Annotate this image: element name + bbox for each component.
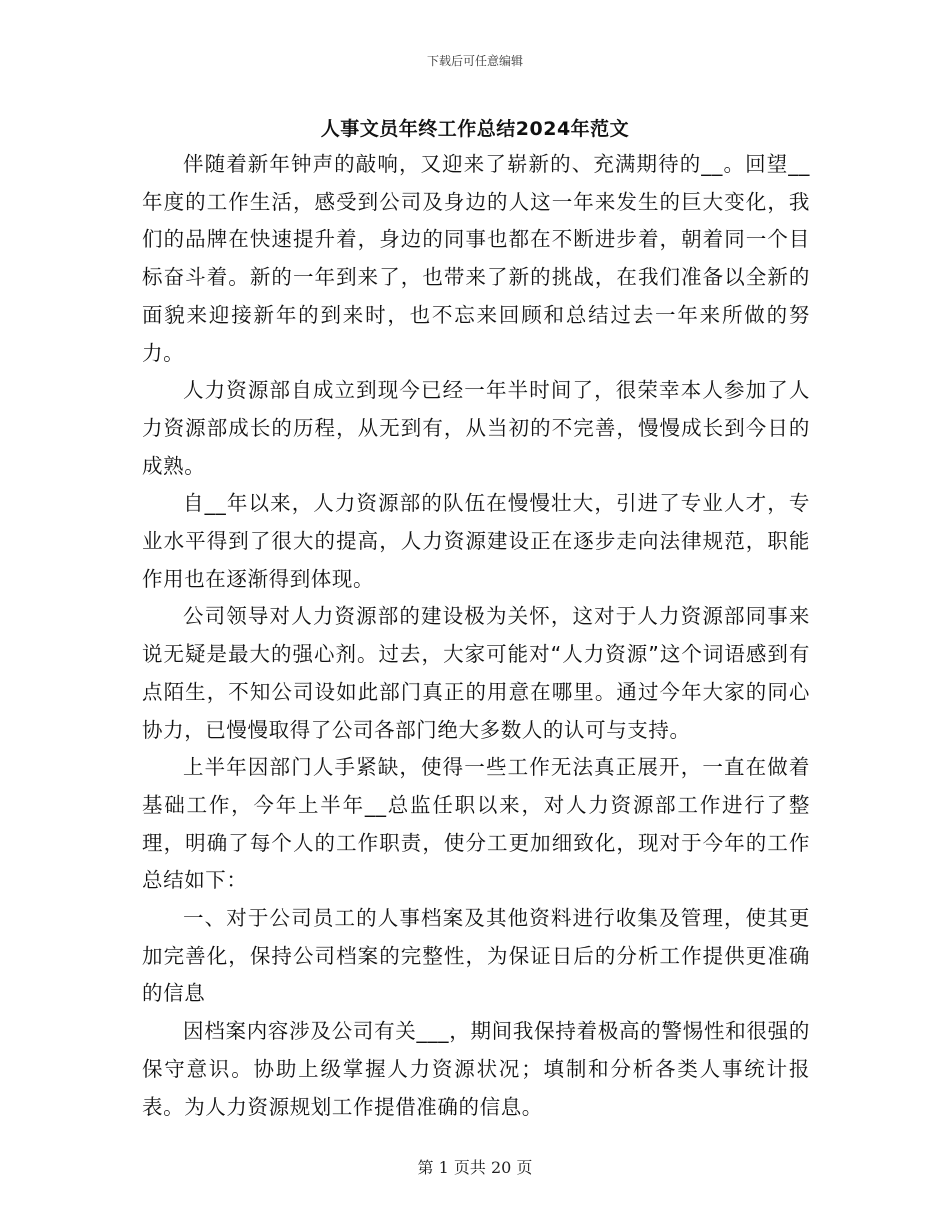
paragraph-4: 公司领导对人力资源部的建设极为关怀，这对于人力资源部同事来说无疑是最大的强心剂。过去，大家可能对“人力资源”这个词语感到有点陌生，不知公司设如此部门真正的用意在哪里。通过今年大家的同心协力，已慢慢取得了公司各部门绝大多数人的认可与支持。 [142,604,810,742]
document-title: 人事文员年终工作总结2024年范文 [320,118,630,140]
paragraph-2: 人力资源部自成立到现今已经一年半时间了，很荣幸本人参加了人力资源部成长的历程，从无到有，从当初的不完善，慢慢成长到今日的成熟。 [142,378,810,478]
paragraph-3: 自__年以来，人力资源部的队伍在慢慢壮大，引进了专业人才，专业水平得到了很大的提高，人力资源建设正在逐步走向法律规范，职能作用也在逐渐得到体现。 [142,491,810,591]
paragraph-1: 伴随着新年钟声的敲响，又迎来了崭新的、充满期待的__。回望__年度的工作生活，感受到公司及身边的人这一年来发生的巨大变化，我们的品牌在快速提升着，身边的同事也都在不断进步着，朝着同一个目标奋斗着。新的一年到来了，也带来了新的挑战，在我们准备以全新的面貌来迎接新年的到来时，也不忘来回顾和总结过去一年来所做的努力。 [142,152,810,365]
paragraph-7: 因档案内容涉及公司有关___，期间我保持着极高的警惕性和很强的保守意识。协助上级掌握人力资源状况；填制和分析各类人事统计报表。为人力资源规划工作提借准确的信息。 [142,1019,810,1119]
page-header: 下载后可任意编辑 [426,54,523,68]
document-body [142,146,810,1126]
paragraph-6: 一、对于公司员工的人事档案及其他资料进行收集及管理，使其更加完善化，保持公司档案的完整性，为保证日后的分析工作提供更准确的信息 [142,906,810,1006]
paragraph-5: 上半年因部门人手紧缺，使得一些工作无法真正展开，一直在做着基础工作，今年上半年__总监任职以来，对人力资源部工作进行了整理，明确了每个人的工作职责，使分工更加细致化，现对于今年的工作总结如下： [142,755,810,893]
page-number: 第 1 页共 20 页 [417,1158,533,1177]
